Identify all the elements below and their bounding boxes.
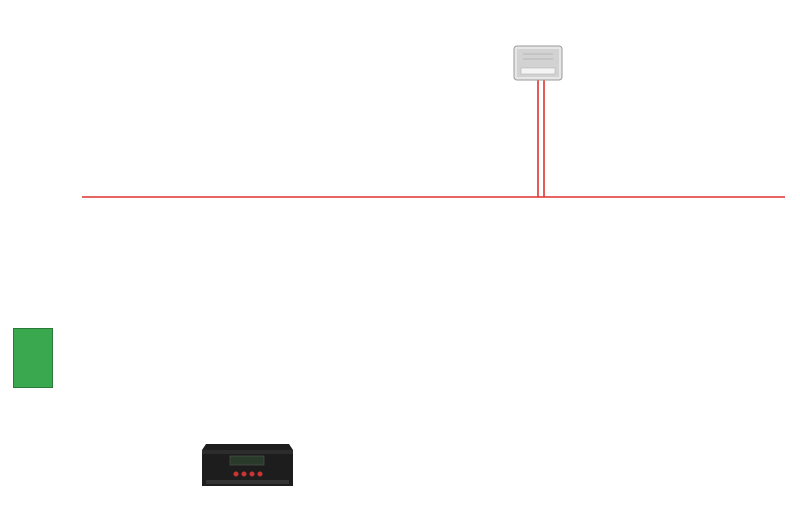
power-wiring [82, 80, 785, 197]
power-supply-image [513, 38, 563, 88]
controller-output-board [13, 328, 53, 388]
sd-card-controller-image [200, 440, 295, 492]
